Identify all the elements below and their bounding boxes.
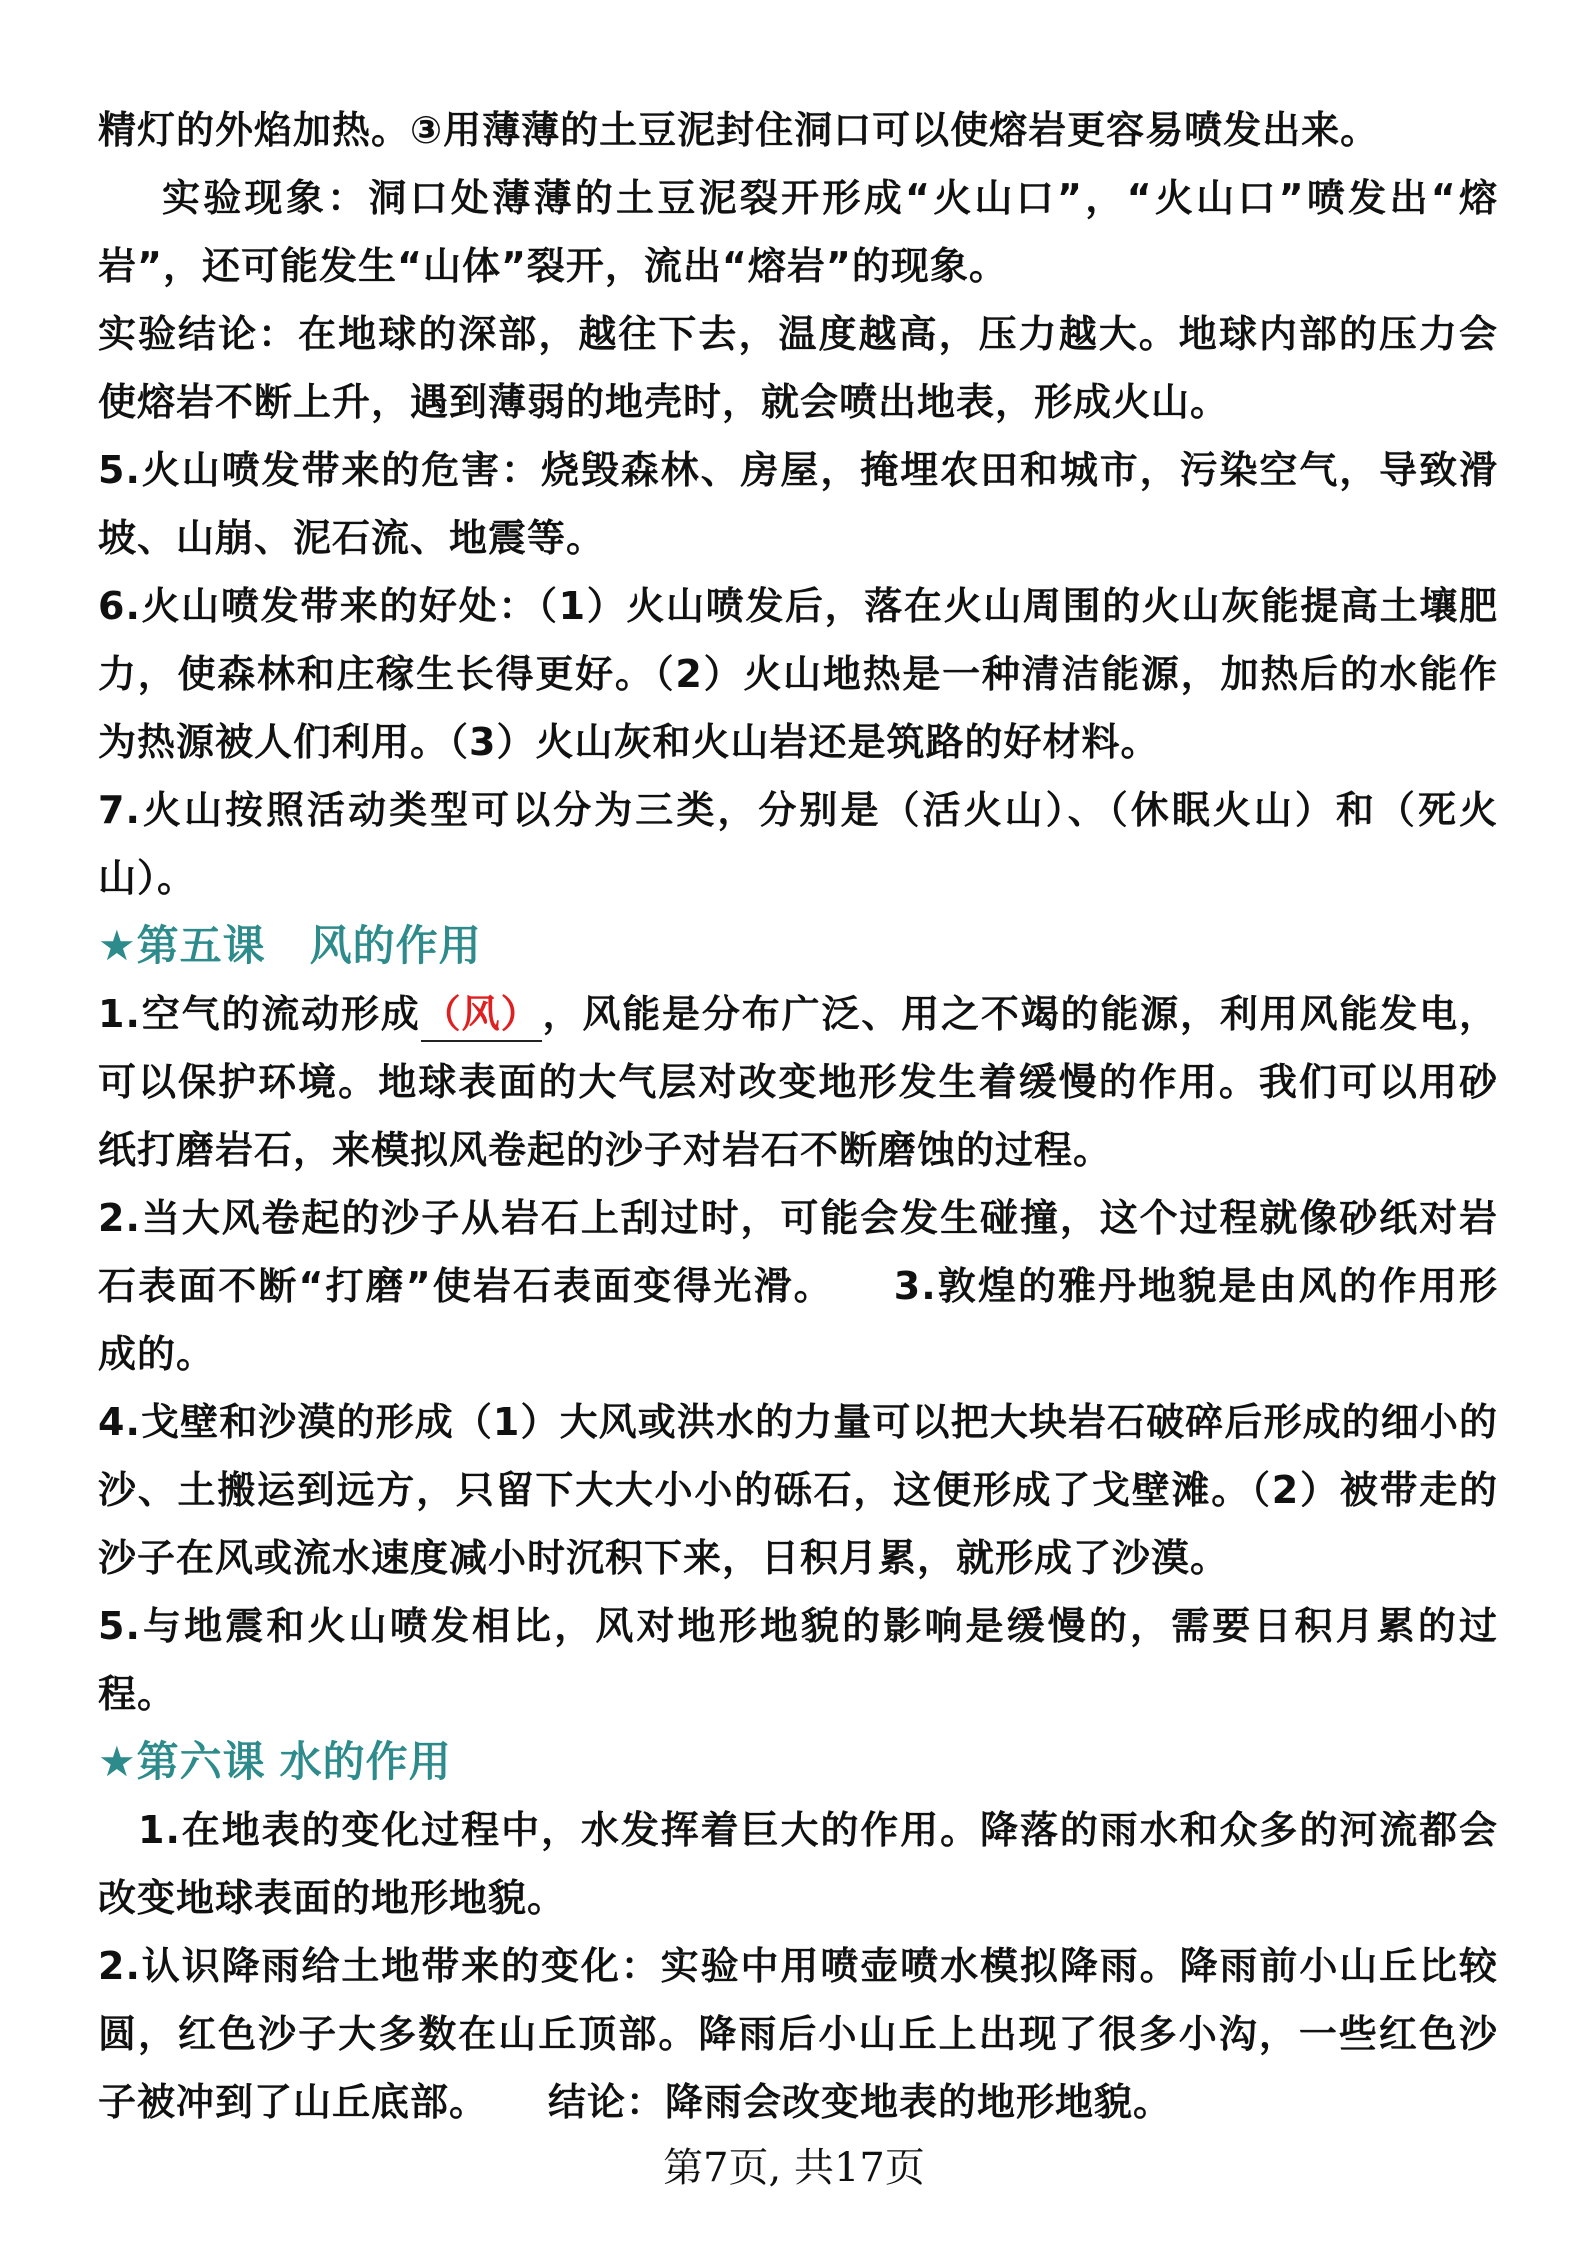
paragraph-water-role: 1.在地表的变化过程中，水发挥着巨大的作用。降落的雨水和众多的河流都会改变地球表面的地形地貌。	[98, 1808, 1498, 1920]
lesson-5-heading	[98, 912, 1498, 980]
lesson-5-title: 风的作用	[309, 921, 482, 970]
paragraph-wind-slow-effect: 5.与地震和火山喷发相比，风对地形地貌的影响是缓慢的，需要日积月累的过程。	[98, 1604, 1498, 1716]
paragraph-gobi-desert: 4.戈壁和沙漠的形成（1）大风或洪水的力量可以把大块岩石破碎后形成的细小的沙、土搬运到远方，只留下大大小小的砾石，这便形成了戈壁滩。（2）被带走的沙子在风或流水速度减小时沉积下来，日积月累，就形成了沙漠。	[98, 1400, 1498, 1580]
lesson-6-number: 第六课	[136, 1737, 266, 1786]
star-icon: ★	[98, 1737, 137, 1786]
yardang-text: 3.敦煌的雅丹地貌是由风的作用形成的。	[98, 1264, 1498, 1376]
answer-blank: （风）	[421, 988, 542, 1042]
page-content	[98, 96, 1498, 2136]
paragraph-wind-erosion	[98, 1184, 1498, 1388]
lesson-6-heading	[98, 1728, 1498, 1796]
paragraph-experiment-phenomenon: 实验现象：洞口处薄薄的土豆泥裂开形成“火山口”，“火山口”喷发出“熔岩”，还可能发生“山体”裂开，流出“熔岩”的现象。	[98, 176, 1498, 288]
lesson-6-title: 水的作用	[279, 1737, 452, 1786]
wind-formation-text: ，风能是分布广泛、用之不竭的能源，利用风能发电，可以保护环境。地球表面的大气层对改变地形发生着缓慢的作用。我们可以用砂纸打磨岩石，来模拟风卷起的沙子对岩石不断磨蚀的过程。	[98, 992, 1498, 1172]
paragraph-volcano-benefits: 6.火山喷发带来的好处：（1）火山喷发后，落在火山周围的火山灰能提高土壤肥力，使森林和庄稼生长得更好。（2）火山地热是一种清洁能源，加热后的水能作为热源被人们利用。（3）火山灰和火山岩还是筑路的好材料。	[98, 584, 1498, 764]
rain-experiment-text: 2.认识降雨给土地带来的变化：实验中用喷壶喷水模拟降雨。降雨前小山丘比较圆，红色沙子大多数在山丘顶部。降雨后小山丘上出现了很多小沟，一些红色沙子被冲到了山丘底部。	[98, 1944, 1498, 2124]
paragraph-volcano-types: 7.火山按照活动类型可以分为三类，分别是（活火山）、（休眠火山）和（死火山）。	[98, 788, 1498, 900]
wind-erosion-text: 2.当大风卷起的沙子从岩石上刮过时，可能会发生碰撞，这个过程就像砂纸对岩石表面不断“打磨”使岩石表面变得光滑。	[98, 1196, 1498, 1308]
paragraph-rain-experiment	[98, 1932, 1498, 2136]
page-number: 第7页, 共17页	[663, 2145, 925, 2191]
wind-formation-prefix: 1.空气的流动形成	[98, 992, 421, 1036]
rain-conclusion-text: 结论：降雨会改变地表的地形地貌。	[548, 2080, 1173, 2124]
paragraph-wind-formation	[98, 980, 1498, 1184]
paragraph-volcano-hazards: 5.火山喷发带来的危害：烧毁森林、房屋，掩埋农田和城市，污染空气，导致滑坡、山崩、泥石流、地震等。	[98, 448, 1498, 560]
paragraph-experiment-conclusion: 实验结论：在地球的深部，越往下去，温度越高，压力越大。地球内部的压力会使熔岩不断上升，遇到薄弱的地壳时，就会喷出地表，形成火山。	[98, 312, 1498, 424]
star-icon: ★	[98, 921, 137, 970]
paragraph-experiment-steps: 精灯的外焰加热。③用薄薄的土豆泥封住洞口可以使熔岩更容易喷发出来。	[98, 108, 1380, 152]
lesson-5-number: 第五课	[136, 921, 266, 970]
